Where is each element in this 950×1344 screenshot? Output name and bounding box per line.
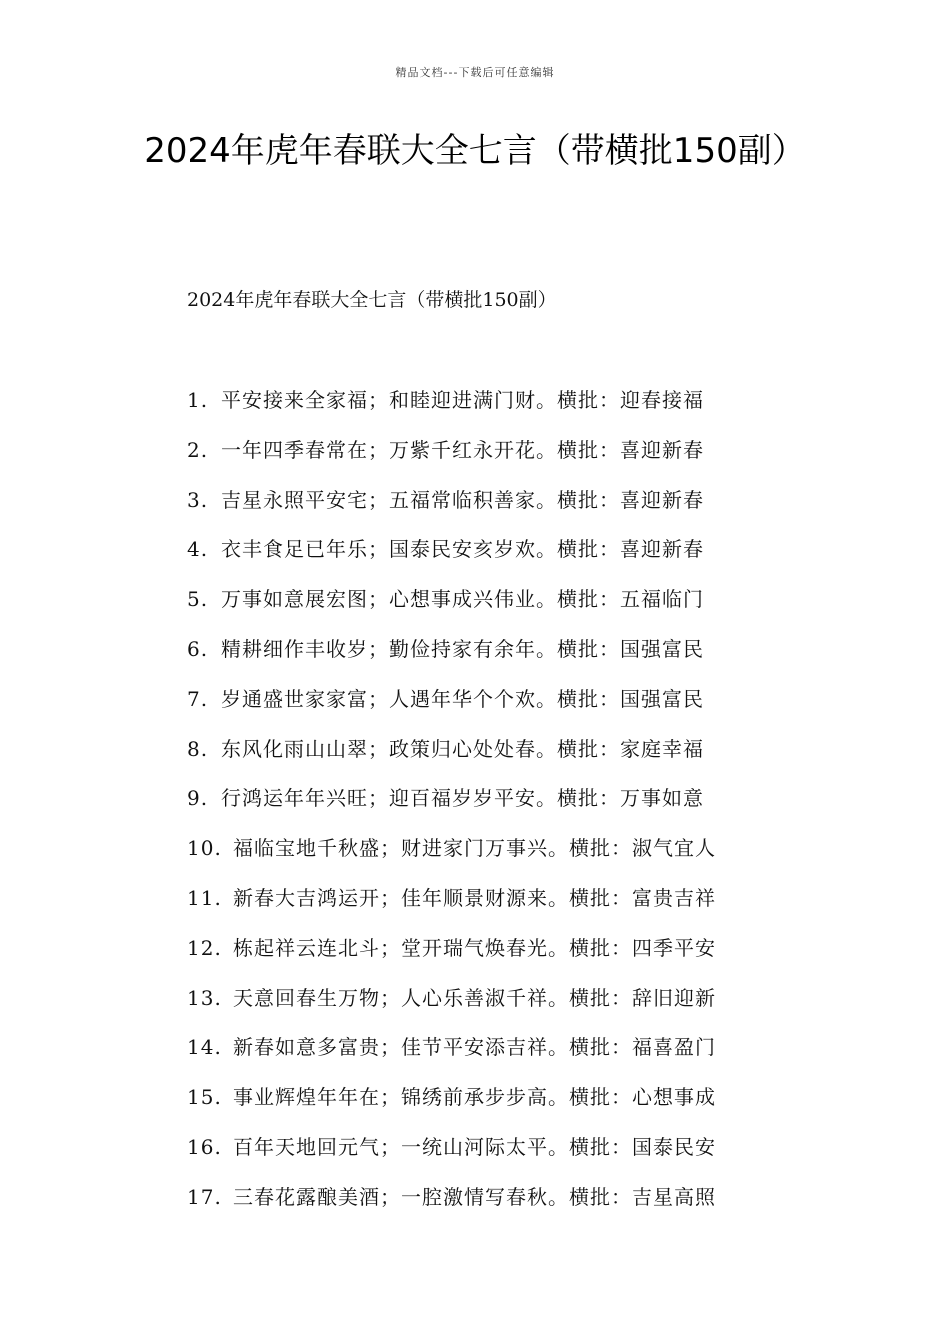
item-number: 17. <box>187 1184 222 1209</box>
item-number: 11. <box>187 885 222 910</box>
item-text: 事业辉煌年年在；锦绣前承步步高。横批：心想事成 <box>233 1085 716 1110</box>
document-title: 2024年虎年春联大全七言（带横批150副） <box>144 131 806 171</box>
item-text: 福临宝地千秋盛；财进家门万事兴。横批：淑气宜人 <box>233 836 716 861</box>
item-number: 13. <box>187 985 222 1010</box>
item-text: 天意回春生万物；人心乐善淑千祥。横批：辞旧迎新 <box>233 985 716 1010</box>
item-text: 岁通盛世家家富；人遇年华个个欢。横批：国强富民 <box>221 686 704 711</box>
item-text: 新春如意多富贵；佳节平安添吉祥。横批：福喜盈门 <box>233 1035 716 1060</box>
item-text: 三春花露酿美酒；一腔激情写春秋。横批：吉星高照 <box>233 1184 716 1209</box>
couplet-item <box>187 1177 907 1227</box>
item-number: 8. <box>187 736 209 761</box>
item-number: 10. <box>187 836 222 861</box>
couplet-item <box>187 380 907 430</box>
couplet-item <box>187 579 907 629</box>
couplet-item <box>187 878 907 928</box>
item-text: 一年四季春常在；万紫千红永开花。横批：喜迎新春 <box>221 437 704 462</box>
item-text: 新春大吉鸿运开；佳年顺景财源来。横批：富贵吉祥 <box>233 885 716 910</box>
item-number: 3. <box>187 487 209 512</box>
item-text: 行鸿运年年兴旺；迎百福岁岁平安。横批：万事如意 <box>221 786 704 811</box>
couplet-item <box>187 1127 907 1177</box>
couplet-item <box>187 1077 907 1127</box>
item-text: 精耕细作丰收岁；勤俭持家有余年。横批：国强富民 <box>221 636 704 661</box>
item-number: 6. <box>187 636 209 661</box>
couplet-item <box>187 529 907 579</box>
item-text: 栋起祥云连北斗；堂开瑞气焕春光。横批：四季平安 <box>233 935 716 960</box>
page-header: 精品文档---下载后可任意编辑 <box>395 66 555 79</box>
item-number: 4. <box>187 537 209 562</box>
couplet-item <box>187 978 907 1028</box>
item-text: 百年天地回元气；一统山河际太平。横批：国泰民安 <box>233 1134 716 1159</box>
item-number: 12. <box>187 935 222 960</box>
couplet-item <box>187 679 907 729</box>
item-text: 衣丰食足已年乐；国泰民安亥岁欢。横批：喜迎新春 <box>221 537 704 562</box>
item-number: 2. <box>187 437 209 462</box>
item-number: 14. <box>187 1035 222 1060</box>
item-text: 东风化雨山山翠；政策归心处处春。横批：家庭幸福 <box>221 736 704 761</box>
couplet-item <box>187 480 907 530</box>
couplet-item <box>187 729 907 779</box>
item-text: 万事如意展宏图；心想事成兴伟业。横批：五福临门 <box>221 587 704 612</box>
couplet-item <box>187 430 907 480</box>
document-subtitle: 2024年虎年春联大全七言（带横批150副） <box>187 289 557 311</box>
item-number: 7. <box>187 686 209 711</box>
item-number: 9. <box>187 786 209 811</box>
couplet-item <box>187 828 907 878</box>
item-number: 15. <box>187 1085 222 1110</box>
couplet-item <box>187 928 907 978</box>
item-text: 吉星永照平安宅；五福常临积善家。横批：喜迎新春 <box>221 487 704 512</box>
couplet-item <box>187 1027 907 1077</box>
item-text: 平安接来全家福；和睦迎进满门财。横批：迎春接福 <box>221 388 704 412</box>
item-number: 16. <box>187 1134 222 1159</box>
couplet-item <box>187 629 907 679</box>
couplet-item <box>187 778 907 828</box>
couplet-list <box>187 380 907 1227</box>
item-number: 5. <box>187 587 209 612</box>
item-number: 1. <box>187 388 209 412</box>
